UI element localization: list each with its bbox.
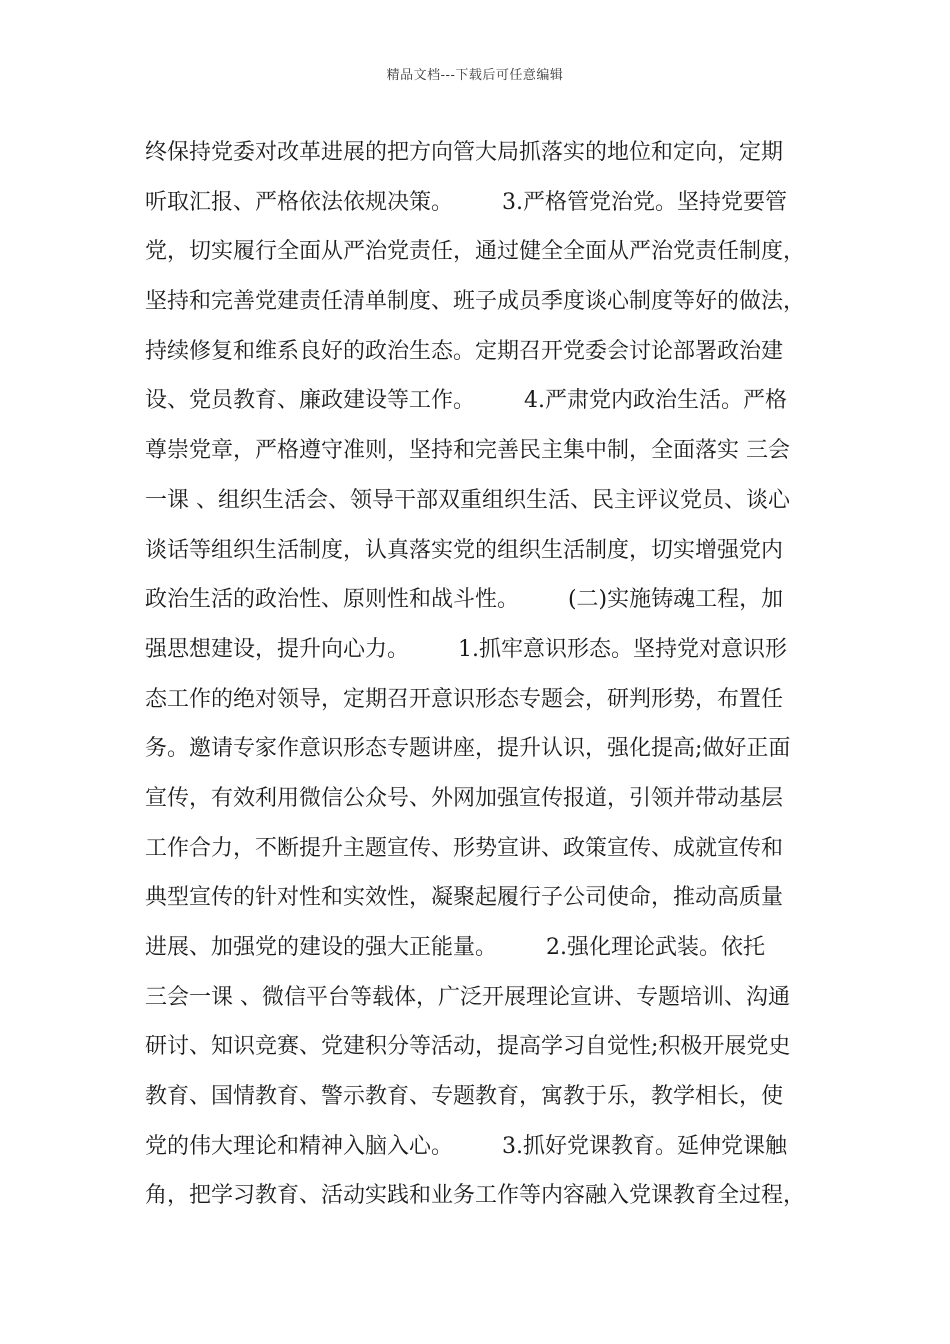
- text-line: 工作合力，不断提升主题宣传、形势宣讲、政策宣传、成就宣传和: [145, 835, 784, 861]
- text-line: 终保持党委对改革进展的把方向管大局抓落实的地位和定向，定期: [145, 140, 784, 165]
- text-line: 进展、加强党的建设的强大正能量。 2.强化理论武装。依托: [145, 935, 765, 960]
- document-body: [145, 128, 835, 1221]
- text-line: 一课 、组织生活会、领导干部双重组织生活、民主评议党员、谈心: [145, 487, 790, 513]
- text-line: 强思想建设，提升向心力。 1.抓牢意识形态。坚持党对意识形: [145, 636, 787, 662]
- text-line: 典型宣传的针对性和实效性，凝聚起履行子公司使命，推动高质量: [145, 885, 784, 911]
- text-line: 听取汇报、严格依法依规决策。 3.严格管党治党。坚持党要管: [145, 189, 787, 215]
- text-line: 持续修复和维系良好的政治生态。定期召开党委会讨论部署政治建: [145, 338, 784, 364]
- text-line: 宣传，有效利用微信公众号、外网加强宣传报道，引领并带动基层: [145, 785, 784, 811]
- text-line: 务。邀请专家作意识形态专题讲座，提升认识，强化提高;做好正面: [145, 736, 791, 762]
- text-line: 政治生活的政治性、原则性和战斗性。 (二)实施铸魂工程，加: [145, 587, 784, 613]
- text-line: 党，切实履行全面从严治党责任，通过健全全面从严治党责任制度，: [145, 239, 806, 265]
- text-line: 谈话等组织生活制度，认真落实党的组织生活制度，切实增强党内: [145, 537, 784, 563]
- page-header: 精品文档---下载后可任意编辑: [386, 68, 564, 83]
- text-line: 党的伟大理论和精神入脑入心。 3.抓好党课教育。延伸党课触: [145, 1133, 787, 1159]
- text-line: 态工作的绝对领导，定期召开意识形态专题会，研判形势，布置任: [145, 686, 784, 712]
- text-line: 坚持和完善党建责任清单制度、班子成员季度谈心制度等好的做法，: [145, 289, 806, 315]
- text-line: 研讨、知识竞赛、党建积分等活动，提高学习自觉性;积极开展党史: [145, 1034, 791, 1060]
- text-line: 角，把学习教育、活动实践和业务工作等内容融入党课教育全过程，: [145, 1183, 806, 1209]
- text-line: 教育、国情教育、警示教育、专题教育，寓教于乐，教学相长，使: [145, 1084, 784, 1110]
- text-line: 设、党员教育、廉政建设等工作。 4.严肃党内政治生活。严格: [145, 388, 787, 414]
- text-line: 尊崇党章，严格遵守准则，坚持和完善民主集中制，全面落实 三会: [145, 438, 790, 464]
- text-line: 三会一课 、微信平台等载体，广泛开展理论宣讲、专题培训、沟通: [145, 984, 790, 1010]
